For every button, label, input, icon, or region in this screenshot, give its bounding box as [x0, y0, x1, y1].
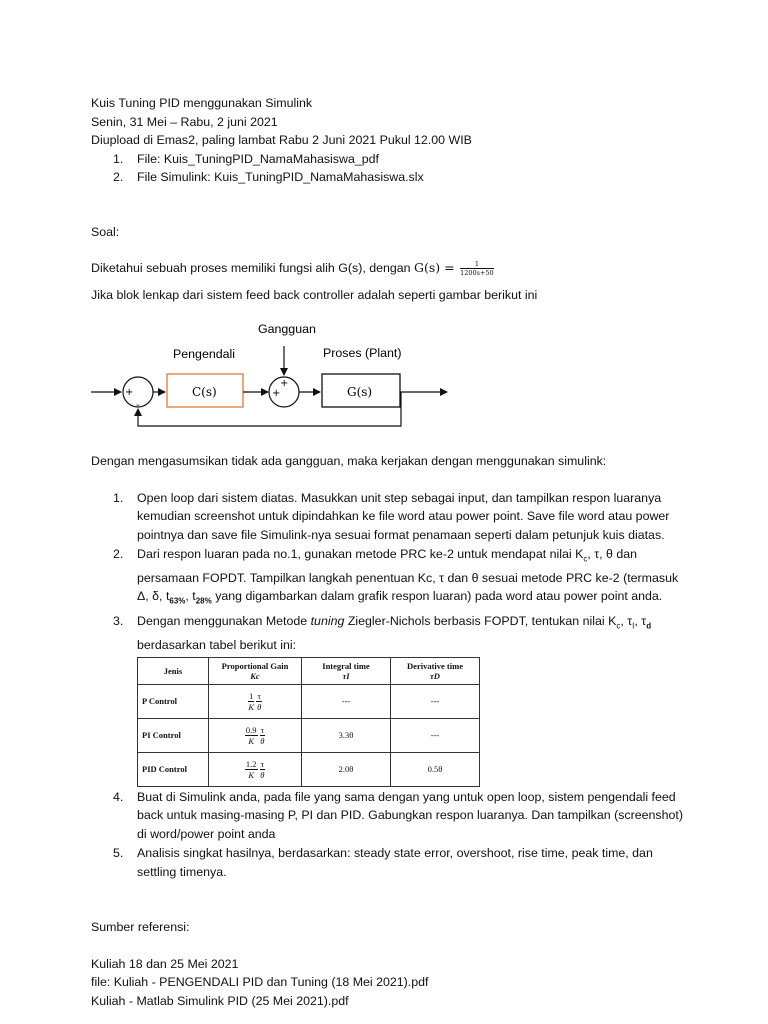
block-diagram-svg [91, 304, 691, 452]
file-item: 1. File: Kuis_TuningPID_NamaMahasiswa_pdf [113, 151, 379, 166]
quiz-dates: Senin, 31 Mei – Rabu, 2 juni 2021 [91, 114, 278, 129]
table-cell-jenis: PID Control [138, 752, 209, 786]
transfer-function-lhs: G(s) = [414, 260, 455, 275]
table-header-cell: Proportional Gain Kc [209, 657, 302, 684]
assumption-text: Dengan mengasumsikan tidak ada gangguan, maka kerjakan dengan menggunakan simulink: [91, 454, 607, 468]
plant-label: Proses (Plant) [323, 346, 402, 360]
upload-instruction: Diupload di Emas2, paling lambat Rabu 2 Juni 2021 Pukul 12.00 WIB [91, 133, 472, 147]
controller-block-label: C(s) [192, 385, 217, 399]
soal-label: Soal: [91, 224, 120, 239]
question-item: 5. Analisis singkat hasilnya, berdasarkan: steady state error, overshoot, rise time, peak time, dan settling timenya. [113, 846, 653, 879]
file-list [91, 150, 691, 187]
zn-tuning-table [137, 657, 480, 787]
reference-item: Kuliah - Matlab Simulink PID (25 Mei 2021).pdf [91, 993, 349, 1008]
table-cell-kc: $\frac{0.9}{K}$ $\frac{\tau}{\theta}$ [209, 718, 302, 752]
plant-block-label: G(s) [347, 385, 373, 399]
table-cell-kc: $\frac{1}{K}$ $\frac{\tau}{\theta}$ [209, 684, 302, 718]
table-cell-td: 0.5θ [391, 752, 480, 786]
table-cell-jenis: PI Control [138, 718, 209, 752]
file-item-text: File Simulink: Kuis_TuningPID_NamaMahasiswa.slx [137, 170, 424, 184]
block-intro: Jika blok lenkap dari sistem feed back controller adalah seperti gambar berikut ini [91, 287, 538, 302]
sum1-minus-sign: - [136, 400, 140, 411]
question-item: 2. Dari respon luaran pada no.1, gunakan metode PRC ke-2 untuk mendapat nilai $K_c$, τ, θ dan persamaan FOPDT. Tampilkan langkah penentuan Kc, τ dan θ sesuai metode PRC ke-2 (termasuk Δ, δ, $t_{63\%}$, $t_{28\%}$ yang digambarkan dalam grafik respon luaran) pada word atau power point anda. [113, 547, 679, 606]
question-item: 4. Buat di Simulink anda, pada file yang sama dengan yang untuk open loop, sistem pengendali feed back untuk masing-masing P, PI dan PID. Gabungkan respon luaranya. Dan tampilkan (screenshot) di word/power point anda [113, 789, 683, 841]
table-cell-ti: --- [302, 684, 391, 718]
table-row [138, 684, 480, 718]
table-cell-jenis: P Control [138, 684, 209, 718]
table-row [138, 718, 480, 752]
table-row [138, 752, 480, 786]
document-page [91, 94, 691, 1010]
table-cell-td: --- [391, 718, 480, 752]
reference-item: file: Kuliah - PENGENDALI PID dan Tuning (18 Mei 2021).pdf [91, 975, 429, 990]
controller-label: Pengendali [173, 347, 236, 361]
question-list [91, 489, 691, 882]
disturbance-label: Gangguan [258, 322, 316, 336]
question-item: 3. Dengan menggunakan Metode tuning Ziegler-Nichols berbasis FOPDT, tentukan nilai $K_c$, $\tau_I$, $\tau_d$ berdasarkan tabel berikut ini: Jenis Proportional Gain Kc Integral time τI Derivative time τD P Control $\frac{1}{K}$ $\frac{\tau}{\theta}$ --- --- PI Control $\frac{0.9}{K}$ $\frac{\tau}{\theta}$ 3.3θ --- PID Control $\frac{1.2}{K}$ $\frac{\tau}{\theta}$ 2.0θ 0.5θ [91, 612, 691, 786]
table-header-cell: Jenis [138, 657, 209, 684]
reference-item: Kuliah 18 dan 25 Mei 2021 [91, 956, 239, 971]
table-cell-ti: 3.3θ [302, 718, 391, 752]
table-cell-td: --- [391, 684, 480, 718]
quiz-title: Kuis Tuning PID menggunakan Simulink [91, 96, 313, 110]
file-item: 2. File Simulink: Kuis_TuningPID_NamaMahasiswa.slx [113, 170, 424, 184]
references-label: Sumber referensi: [91, 920, 190, 935]
transfer-function-fraction: $\frac{1}{1200s+50}$ [460, 260, 494, 278]
block-diagram [91, 304, 691, 452]
sum1-plus-sign: + [125, 387, 134, 398]
table-cell-kc: $\frac{1.2}{K}$ $\frac{\tau}{\theta}$ [209, 752, 302, 786]
table-header-row [138, 657, 480, 684]
table-cell-ti: 2.0θ [302, 752, 391, 786]
table-header-cell: Derivative time τD [391, 657, 480, 684]
file-item-text: File: Kuis_TuningPID_NamaMahasiswa_pdf [137, 151, 379, 166]
table-header-cell: Integral time τI [302, 657, 391, 684]
transfer-function-line: Diketahui sebuah proses memiliki fungsi alih G(s), dengan G(s) = $\frac{1}{1200s+50}$ [91, 260, 494, 278]
sum2-plus-sign-top: + [280, 378, 289, 389]
sum2-plus-sign-left: + [272, 388, 281, 399]
question-item: 1. Open loop dari sistem diatas. Masukkan unit step sebagai input, dan tampilkan respon luaranya kemudian screenshot untuk dipindahkan ke file word atau power point. Save file word atau power pointnya dan save file Simulink-nya sesuai format penamaan seperti dalam petunjuk kuis diatas. [113, 490, 670, 542]
